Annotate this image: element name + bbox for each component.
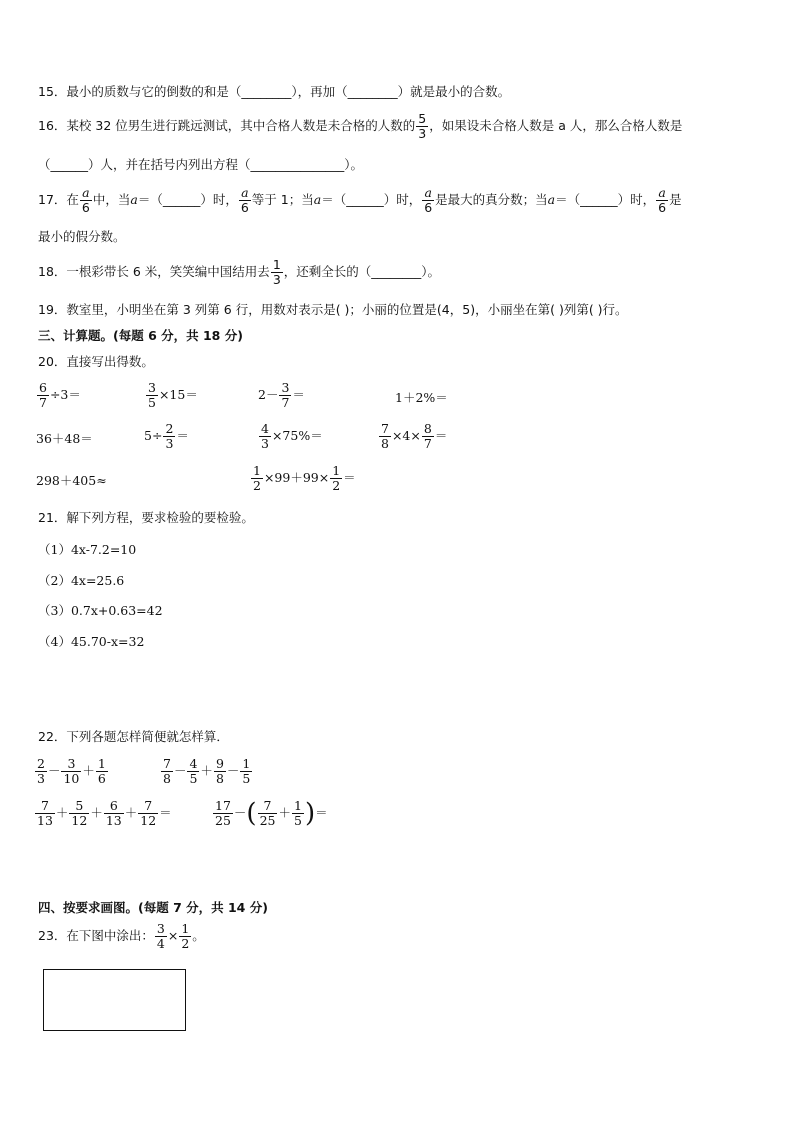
q20-title: 20．直接写出得数。 (38, 354, 154, 369)
numerator: 7 (163, 756, 171, 771)
q20-expr-4 (395, 390, 448, 406)
denominator: 3 (418, 126, 427, 141)
numerator: 1 (272, 257, 281, 272)
q21-item-4 (38, 634, 144, 650)
numerator: 7 (35, 799, 55, 814)
q17-fraction-a6 (80, 186, 92, 215)
denominator: 8 (215, 771, 224, 786)
numerator: 4 (189, 756, 198, 771)
numerator: 1 (97, 756, 106, 771)
denominator: 6 (97, 771, 106, 786)
denominator: 8 (381, 436, 389, 451)
q22-expr-3 (34, 799, 172, 828)
operator: － (47, 763, 61, 778)
q17-text: 是最大的真分数；当 (435, 192, 548, 207)
q18-text-2: ，还剩全长的（________）。 (283, 264, 441, 279)
q20-expr-1 (36, 381, 81, 410)
numerator: 8 (423, 421, 432, 436)
q20-expr-5 (36, 431, 93, 447)
expr-pre: 2－ (258, 387, 279, 402)
expr-mid: ×99＋99× (263, 470, 330, 485)
denominator: 2 (332, 478, 341, 493)
q16-text-1: 16．某校 32 位男生进行跳远测试，其中合格人数是未合格的人数的 (38, 118, 416, 133)
equation: （2）4x=25.6 (38, 573, 125, 588)
denominator: 13 (105, 813, 122, 828)
question-17-line2 (38, 229, 126, 245)
question-16 (38, 112, 682, 141)
denominator: 5 (242, 771, 251, 786)
denominator: 3 (165, 436, 174, 451)
section-3-title: 三、计算题。(每题 6 分，共 18 分) (38, 328, 243, 343)
denominator: 25 (259, 813, 276, 828)
q22-expr-4 (212, 799, 328, 828)
numerator: 4 (261, 421, 269, 436)
expr-rest: ×75%＝ (271, 428, 323, 443)
right-paren: ) (304, 798, 316, 829)
denominator: 5 (189, 771, 198, 786)
operator: ＋ (55, 805, 69, 820)
q17-text: 是 (669, 192, 682, 207)
q18-fraction (271, 258, 283, 287)
expr-rest: ×15＝ (158, 387, 198, 402)
section-4-title: 四、按要求画图。(每题 7 分，共 14 分) (38, 900, 268, 915)
operator: － (173, 763, 187, 778)
operator: ＋ (82, 763, 95, 778)
q21-item-3 (38, 603, 163, 619)
q22-title: 22．下列各题怎样简便就怎样算． (38, 729, 229, 744)
denominator: 13 (37, 813, 53, 828)
q17-fraction-a6 (656, 186, 668, 215)
question-22-title (38, 729, 229, 745)
question-23 (38, 922, 205, 951)
question-16-line2 (38, 157, 363, 173)
variable-a: a (130, 192, 138, 207)
q19-text: 19．教室里，小明坐在第 3 列第 6 行，用数对表示是( )；小丽的位置是(4，5)，小丽坐在第( )列第( )行。 (38, 302, 628, 317)
numerator: 2 (37, 756, 45, 771)
q20-expr-6 (144, 422, 189, 451)
q17-text: ＝（______）时， (137, 192, 238, 207)
denominator: 3 (37, 771, 45, 786)
numerator: 1 (181, 921, 190, 936)
section-3-heading (38, 328, 243, 344)
operator: － (226, 763, 240, 778)
numerator: 5 (418, 111, 427, 126)
q18-text-1: 18．一根彩带长 6 米，笑笑编中国结用去 (38, 264, 270, 279)
q23-text-1: 23．在下图中涂出： (38, 928, 154, 943)
expr-rest: ＝ (159, 805, 172, 820)
q15-text: 15．最小的质数与它的倒数的和是（________），再加（________）就是最小的合数。 (38, 84, 511, 99)
expr-pre: 5÷ (144, 428, 163, 443)
question-21-title (38, 510, 254, 526)
q21-title: 21．解下列方程，要求检验的要检验。 (38, 510, 254, 525)
q16-text-3: （______）人，并在括号内列出方程（_______________）。 (38, 157, 364, 172)
question-20-title (38, 354, 154, 370)
left-paren: ( (246, 798, 257, 829)
numerator: 7 (258, 799, 278, 814)
numerator: 3 (148, 380, 156, 395)
denominator: 4 (156, 936, 165, 951)
numerator: 1 (294, 798, 302, 813)
numerator: 3 (156, 921, 165, 936)
denominator: 3 (272, 272, 281, 287)
expr-rest: ＝ (343, 470, 356, 485)
numerator: 7 (381, 421, 389, 436)
denominator: 7 (423, 436, 432, 451)
question-19 (38, 302, 628, 318)
denominator: 6 (424, 200, 433, 215)
section-4-heading (38, 900, 268, 916)
q16-fraction (416, 112, 428, 141)
expr-text: 36＋48＝ (36, 431, 93, 446)
q17-text: ＝（______）时， (555, 192, 656, 207)
numerator: 1 (332, 463, 341, 478)
question-18 (38, 258, 440, 287)
variable-a: a (313, 192, 322, 207)
denominator: 5 (148, 395, 156, 410)
q16-text-2: ，如果设未合格人数是 a 人，那么合格人数是 (429, 118, 683, 133)
denominator: 8 (163, 771, 171, 786)
denominator: 6 (81, 200, 90, 215)
q20-expr-9 (36, 473, 107, 489)
equation: （1）4x-7.2=10 (38, 542, 137, 557)
numerator: a (80, 186, 92, 201)
denominator: 6 (240, 200, 249, 215)
q20-expr-10 (250, 464, 356, 493)
expr-text: 1＋2%＝ (395, 390, 448, 405)
q20-expr-3 (258, 381, 305, 410)
operator: ＋ (200, 763, 213, 778)
denominator: 10 (63, 771, 80, 786)
numerator: 3 (281, 380, 290, 395)
q22-expr-2 (160, 757, 253, 786)
expr-rest: ＝ (176, 428, 189, 443)
numerator: a (656, 186, 668, 201)
numerator: 1 (253, 463, 261, 478)
numerator: a (239, 186, 251, 201)
q17-text: 等于 1；当 (251, 192, 314, 207)
equation: （3）0.7x+0.63=42 (38, 603, 163, 618)
q17-fraction-a6 (239, 186, 251, 215)
q20-expr-8 (378, 422, 447, 451)
operator: ＋ (278, 805, 291, 820)
operator: ＋ (124, 805, 138, 820)
expr-rest: ＝ (315, 805, 328, 820)
numerator: a (422, 186, 434, 201)
question-17 (38, 186, 682, 215)
question-15 (38, 84, 510, 100)
drawing-rectangle[interactable] (43, 969, 186, 1031)
numerator: 3 (61, 757, 81, 772)
denominator: 25 (215, 813, 231, 828)
denominator: 3 (261, 436, 269, 451)
numerator: 7 (138, 799, 158, 814)
expr-text: 298＋405≈ (36, 473, 107, 488)
expr-rest: ＝ (434, 428, 448, 443)
variable-a: a (547, 192, 556, 207)
equation: （4）45.70-x=32 (38, 634, 145, 649)
q17-fraction-a6 (422, 186, 434, 215)
q21-item-2 (38, 573, 124, 589)
q22-expr-1 (34, 757, 109, 786)
numerator: 6 (104, 799, 124, 814)
denominator: 2 (253, 478, 261, 493)
expr-rest: ＝ (292, 387, 305, 402)
q17-text-end: 最小的假分数。 (38, 229, 126, 244)
q17-text: ＝（______）时， (321, 192, 422, 207)
operator: × (167, 928, 179, 943)
numerator: 17 (215, 798, 231, 813)
denominator: 2 (181, 936, 190, 951)
q17-text: 中，当 (92, 192, 131, 207)
numerator: 9 (215, 756, 224, 771)
expr-rest: ÷3＝ (49, 387, 81, 402)
denominator: 6 (658, 200, 667, 215)
operator: ＋ (90, 805, 103, 820)
numerator: 5 (69, 799, 89, 814)
numerator: 1 (242, 756, 251, 771)
denominator: 7 (281, 395, 290, 410)
operator: － (233, 805, 247, 820)
expr-mid: ×4× (391, 428, 421, 443)
q20-expr-7 (258, 422, 323, 451)
q21-item-1 (38, 542, 136, 558)
denominator: 12 (71, 813, 88, 828)
denominator: 5 (294, 813, 302, 828)
q17-text: 17．在 (38, 192, 79, 207)
denominator: 12 (140, 813, 157, 828)
denominator: 7 (39, 395, 47, 410)
q20-expr-2 (145, 381, 198, 410)
numerator: 2 (165, 421, 174, 436)
q23-text-2: 。 (192, 928, 205, 943)
numerator: 6 (39, 380, 47, 395)
